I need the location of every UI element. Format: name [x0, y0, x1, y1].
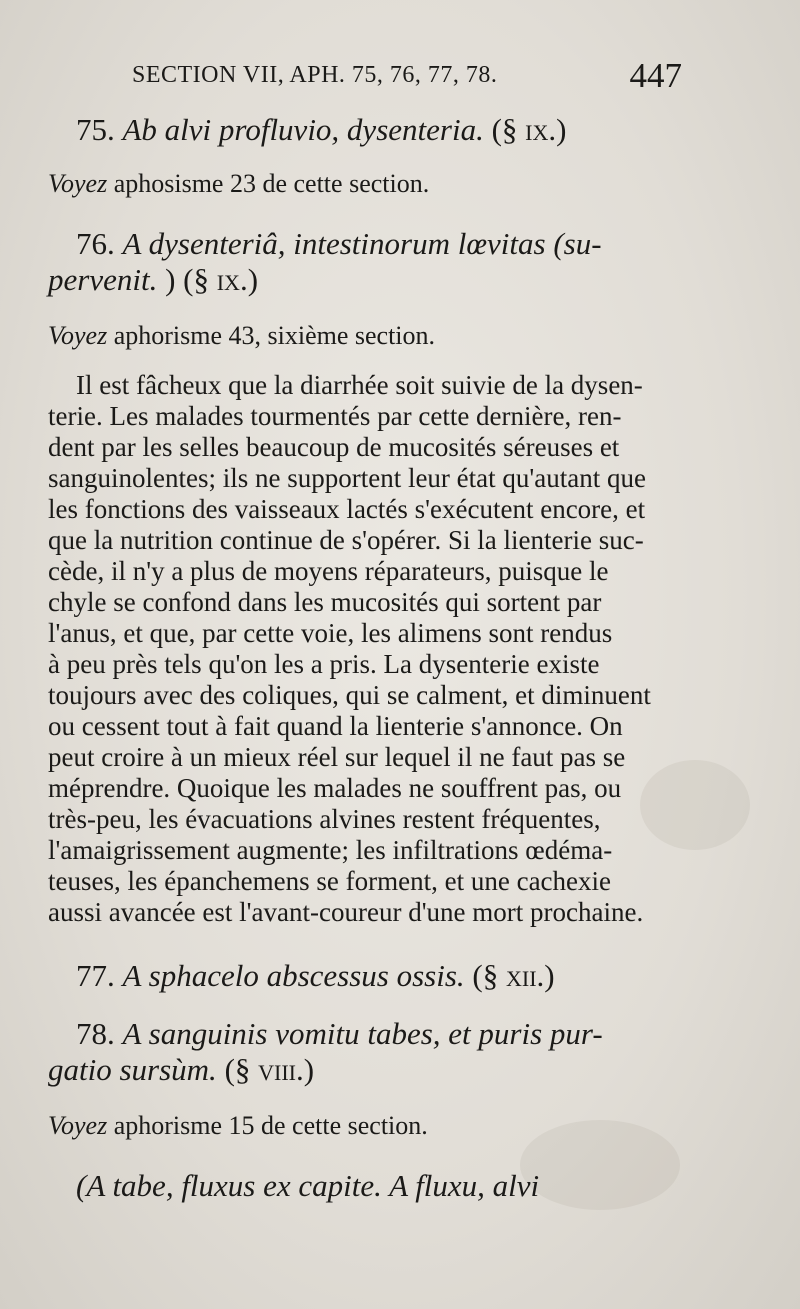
commentary-line: à peu près tels qu'on les a pris. La dysenterie existe: [48, 649, 600, 679]
commentary-line: toujours avec des coliques, qui se calment, et diminuent: [48, 680, 651, 710]
aphorism-77-title: A sphacelo abscessus ossis.: [122, 958, 465, 993]
aphorism-78-ref: (§ viii.): [224, 1052, 315, 1087]
commentary-line: méprendre. Quoique les malades ne souffrent pas, ou: [48, 773, 622, 803]
aphorism-75-title: Ab alvi profluvio, dysenteria.: [122, 112, 484, 147]
aphorism-77-heading: [48, 958, 682, 994]
aphorism-76-heading: [48, 226, 682, 262]
aphorism-75-cross-ref: [48, 168, 682, 200]
voyez-word: Voyez: [48, 169, 108, 198]
commentary-line: l'anus, et que, par cette voie, les alimens sont rendus: [48, 618, 613, 648]
aphorism-78-title-line1: A sanguinis vomitu tabes, et puris pur-: [122, 1016, 603, 1051]
voyez-word: Voyez: [48, 1111, 108, 1140]
aphorism-76-heading-line2: [48, 262, 682, 298]
commentary-line: les fonctions des vaisseaux lactés s'exécutent encore, et: [48, 494, 646, 524]
commentary-line: teuses, les épanchemens se forment, et une cachexie: [48, 866, 612, 896]
aphorism-76-cross-ref: [48, 320, 682, 352]
aphorism-76-title-line2: pervenit.: [48, 262, 158, 297]
aphorism-78-cross-ref: [48, 1110, 682, 1142]
aphorism-75-number: 75.: [76, 112, 115, 147]
commentary-line: chyle se confond dans les mucosités qui sortent par: [48, 587, 602, 617]
commentary-line: sanguinolentes; ils ne supportent leur état qu'autant que: [48, 463, 646, 493]
voyez-text: aphorisme 15 de cette section.: [113, 1111, 428, 1140]
voyez-text: aphorisme 43, sixième section.: [113, 321, 436, 350]
aphorism-75-heading: [48, 112, 682, 148]
commentary-line: cède, il n'y a plus de moyens réparateurs, puisque le: [48, 556, 609, 586]
commentary-line: l'amaigrissement augmente; les infiltrations œdéma-: [48, 835, 613, 865]
aphorism-78-title-line2: gatio sursùm.: [48, 1052, 217, 1087]
next-aphorism-line: (A tabe, fluxus ex capite. A fluxu, alvi: [76, 1168, 540, 1203]
commentary-line: Il est fâcheux que la diarrhée soit suivie de la dysen-: [76, 370, 643, 400]
voyez-word: Voyez: [48, 321, 108, 350]
aphorism-76-ref: ) (§ ix.): [165, 262, 259, 297]
aphorism-77-number: 77.: [76, 958, 115, 993]
page-number: 447: [629, 56, 682, 95]
main-text: [48, 112, 682, 1204]
commentary-line: terie. Les malades tourmentés par cette dernière, ren-: [48, 401, 622, 431]
commentary-line: que la nutrition continue de s'opérer. Si la lienterie suc-: [48, 525, 644, 555]
commentary-line: aussi avancée est l'avant-coureur d'une mort prochaine.: [48, 897, 644, 927]
aphorism-78-heading-line2: [48, 1052, 682, 1088]
commentary-line: peut croire à un mieux réel sur lequel il ne faut pas se: [48, 742, 626, 772]
aphorism-76-title-line1: A dysenteriâ, intestinorum lœvitas (su-: [122, 226, 602, 261]
commentary-paragraph: [48, 370, 682, 928]
header-title: SECTION VII, APH. 75, 76, 77, 78.: [132, 62, 498, 88]
commentary-line: dent par les selles beaucoup de mucosités séreuses et: [48, 432, 620, 462]
aphorism-75-ref: (§ ix.): [491, 112, 567, 147]
commentary-line: ou cessent tout à fait quand la lienterie s'annonce. On: [48, 711, 623, 741]
aphorism-76-number: 76.: [76, 226, 115, 261]
aphorism-78-number: 78.: [76, 1016, 115, 1051]
running-header: [132, 54, 692, 98]
commentary-line: très-peu, les évacuations alvines restent fréquentes,: [48, 804, 601, 834]
aphorism-78-heading: [48, 1016, 682, 1052]
aphorism-77-ref: (§ xii.): [472, 958, 555, 993]
voyez-text: aphosisme 23 de cette section.: [113, 169, 430, 198]
